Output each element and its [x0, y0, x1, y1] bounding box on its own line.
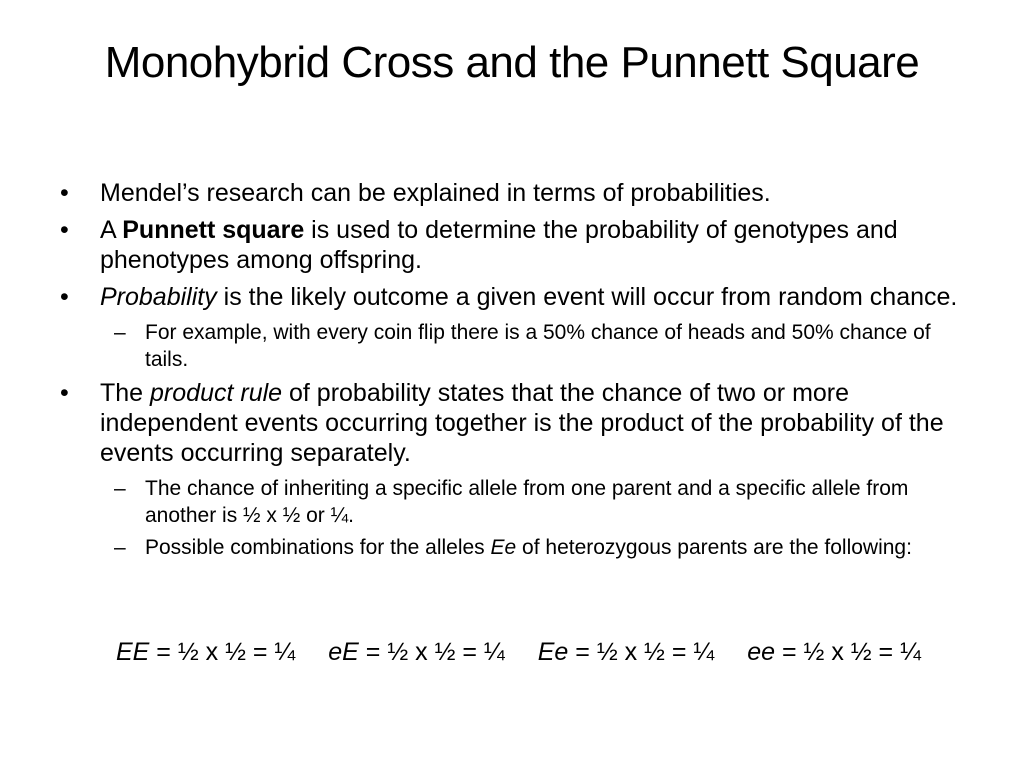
- bullet-text-suffix: of probability states that the chance of two or more independent events occurring together is the product of the probability of the events occurring separately.: [100, 379, 944, 467]
- genotype-formulas: [116, 636, 947, 668]
- bullet-punnett-square: [58, 215, 968, 275]
- sub-bullet-text-suffix: of heterozygous parents are the following:: [516, 536, 912, 559]
- term-product-rule: product rule: [150, 379, 283, 407]
- term-probability: Probability: [100, 283, 217, 311]
- bullet-text-suffix: is used to determine the probability of genotypes and phenotypes among offspring.: [100, 216, 898, 274]
- dash-icon: –: [114, 477, 126, 500]
- formula-expression: = ½ x ½ = ¼: [149, 638, 296, 666]
- term-ee-alleles: Ee: [490, 536, 517, 559]
- sub-bullet-coin-flip: [58, 319, 968, 373]
- dash-icon: –: [114, 536, 126, 559]
- bullet-mendel-research: [58, 178, 968, 208]
- slide-body: [58, 178, 968, 566]
- bullet-icon: •: [60, 379, 69, 407]
- formula-EE: [116, 636, 295, 668]
- genotype-label: eE: [328, 638, 359, 666]
- bullet-icon: •: [60, 216, 69, 244]
- dash-icon: –: [114, 321, 126, 344]
- bullet-text-suffix: is the likely outcome a given event will occur from random chance.: [216, 283, 958, 311]
- sub-bullet-combinations: [58, 534, 968, 561]
- bullet-text-prefix: A: [100, 216, 123, 244]
- bullet-text: Mendel’s research can be explained in terms of probabilities.: [100, 179, 771, 207]
- formula-eE: [328, 636, 505, 668]
- formula-Ee: [538, 636, 715, 668]
- sub-bullet-text: For example, with every coin flip there is a 50% chance of heads and 50% chance of tails.: [145, 321, 931, 371]
- sub-bullet-text-prefix: Possible combinations for the alleles: [145, 536, 491, 559]
- slide-title: Monohybrid Cross and the Punnett Square: [104, 38, 920, 87]
- bullet-product-rule: [58, 378, 968, 468]
- formula-expression: = ½ x ½ = ¼: [775, 638, 921, 666]
- bullet-text-prefix: The: [100, 379, 151, 407]
- bullet-icon: •: [60, 179, 69, 207]
- formula-expression: = ½ x ½ = ¼: [358, 638, 505, 666]
- formula-expression: = ½ x ½ = ¼: [568, 638, 715, 666]
- bullet-probability: [58, 282, 968, 312]
- sub-bullet-allele-chance: [58, 475, 968, 529]
- sub-bullet-text: The chance of inheriting a specific allele from one parent and a specific allele from another is ½ x ½ or ¼.: [145, 477, 909, 527]
- genotype-label: Ee: [537, 638, 569, 666]
- term-punnett-square: Punnett square: [122, 216, 305, 244]
- formula-ee: [747, 636, 921, 668]
- genotype-label: EE: [116, 638, 150, 666]
- genotype-label: ee: [747, 638, 776, 666]
- bullet-icon: •: [60, 283, 69, 311]
